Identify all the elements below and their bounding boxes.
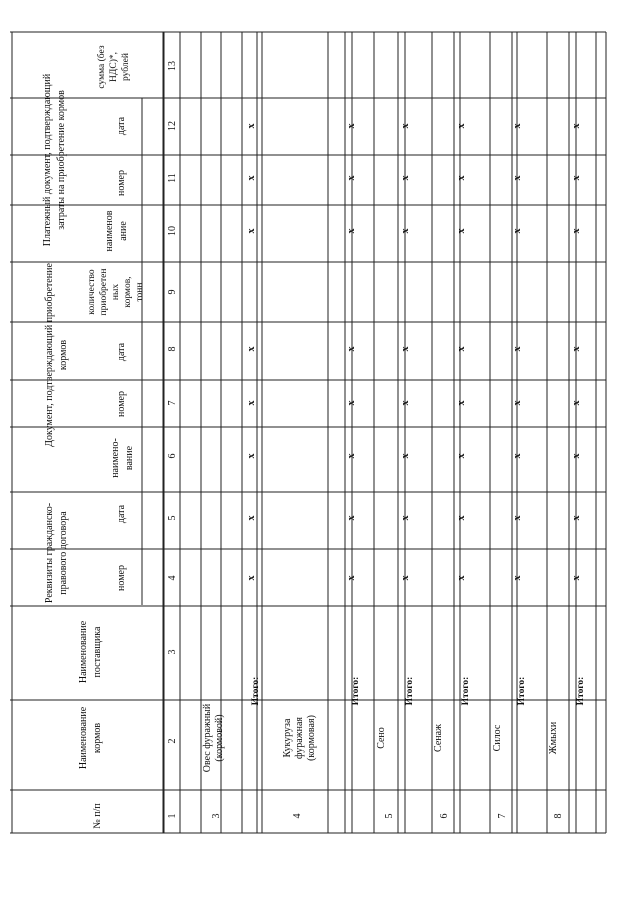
- feed-name-3-1: Овес фуражный: [202, 703, 213, 773]
- header-doc-group-1: Документ, подтверждающий приобретение: [44, 263, 55, 447]
- x-mark: x: [246, 515, 257, 521]
- header-supplier-1: Наименование: [78, 620, 89, 684]
- x-mark: x: [246, 228, 257, 234]
- header-feed-name-1: Наименование: [78, 706, 89, 770]
- x-mark: x: [346, 453, 357, 459]
- header-contract-number: номер: [116, 565, 127, 591]
- header-pay-group-1: Платежный документ, подтверждающий: [42, 73, 53, 247]
- x-mark: x: [400, 400, 411, 406]
- column-number-8: 8: [167, 346, 178, 352]
- x-mark: x: [512, 228, 523, 234]
- x-mark: x: [512, 175, 523, 181]
- header-qty-1: количество: [87, 269, 97, 315]
- header-pay-date: дата: [116, 116, 127, 136]
- feed-name-5-1: Сено: [376, 727, 387, 749]
- feed-name-4-2: фуражная: [294, 717, 305, 759]
- x-mark: x: [571, 228, 582, 234]
- column-number-1: 1: [167, 813, 178, 819]
- x-mark: x: [246, 123, 257, 129]
- x-mark: x: [246, 346, 257, 352]
- x-mark: x: [512, 400, 523, 406]
- feed-name-7-1: Силос: [492, 724, 503, 752]
- header-contract-group-1: Реквизиты гражданско-: [44, 502, 55, 604]
- header-doc-name-1: наимено-: [110, 438, 121, 478]
- column-number-5: 5: [167, 515, 178, 521]
- x-mark: x: [456, 228, 467, 234]
- x-mark: x: [346, 575, 357, 581]
- row-number-4: 4: [292, 813, 303, 819]
- x-mark: x: [346, 515, 357, 521]
- column-number-9: 9: [167, 289, 178, 295]
- x-mark: x: [571, 575, 582, 581]
- x-mark: x: [246, 575, 257, 581]
- header-doc-group-2: кормов: [58, 339, 69, 371]
- feed-name-3-2: (кормовой): [214, 714, 225, 762]
- x-mark: x: [512, 575, 523, 581]
- column-number-11: 11: [167, 173, 178, 183]
- total-label-4: Итого:: [351, 676, 361, 706]
- header-doc-number: номер: [116, 391, 127, 417]
- header-sum-3: рублей: [121, 53, 131, 81]
- header-feed-name-2: кормов: [92, 722, 103, 754]
- x-mark: x: [456, 123, 467, 129]
- x-mark: x: [346, 346, 357, 352]
- x-mark: x: [456, 575, 467, 581]
- x-mark: x: [456, 400, 467, 406]
- x-mark: x: [456, 453, 467, 459]
- header-supplier-2: поставщика: [92, 626, 103, 678]
- column-number-3: 3: [167, 649, 178, 655]
- x-mark: x: [512, 346, 523, 352]
- x-mark: x: [512, 453, 523, 459]
- header-sum-2: НДС)*,: [109, 52, 119, 82]
- x-mark: x: [246, 400, 257, 406]
- header-pay-group-2: затраты на приобретение кормов: [56, 90, 67, 230]
- x-mark: x: [400, 453, 411, 459]
- total-label-8: Итого:: [576, 676, 586, 706]
- x-mark: x: [571, 175, 582, 181]
- header-no: № п/п: [92, 803, 103, 829]
- x-mark: x: [512, 123, 523, 129]
- x-mark: x: [400, 346, 411, 352]
- table-labels: [42, 45, 586, 829]
- x-mark: x: [246, 175, 257, 181]
- header-sum-1: сумма (без: [97, 45, 107, 89]
- total-label-7: Итого:: [517, 676, 527, 706]
- total-label-3: Итого:: [251, 676, 261, 706]
- column-number-13: 13: [167, 61, 178, 71]
- x-mark: x: [400, 175, 411, 181]
- feed-name-6-1: Сенаж: [433, 724, 444, 752]
- column-number-7: 7: [167, 400, 178, 406]
- header-qty-2: приобретен: [99, 268, 109, 316]
- x-mark: x: [571, 453, 582, 459]
- x-mark: x: [400, 515, 411, 521]
- feed-name-4-3: (кормовая): [306, 715, 317, 761]
- x-mark: x: [346, 175, 357, 181]
- x-mark: x: [571, 515, 582, 521]
- x-mark: x: [400, 123, 411, 129]
- header-pay-name-1: наименов: [104, 210, 115, 252]
- header-qty-5: тонн: [135, 282, 145, 302]
- header-qty-4: кормов,: [123, 276, 133, 308]
- x-mark: x: [246, 453, 257, 459]
- header-pay-number: номер: [116, 170, 127, 196]
- header-doc-name-2: вание: [124, 445, 135, 471]
- x-mark: x: [456, 175, 467, 181]
- header-qty-3: ных: [111, 283, 121, 301]
- column-number-6: 6: [167, 453, 178, 459]
- total-label-5: Итого:: [405, 676, 415, 706]
- header-doc-date: дата: [116, 342, 127, 362]
- x-mark: x: [456, 346, 467, 352]
- x-mark: x: [346, 123, 357, 129]
- total-label-6: Итого:: [461, 676, 471, 706]
- column-number-2: 2: [167, 738, 178, 744]
- x-mark: x: [512, 515, 523, 521]
- feed-name-4-1: Кукуруза: [282, 718, 293, 758]
- x-mark: x: [346, 228, 357, 234]
- header-contract-date: дата: [116, 504, 127, 524]
- x-mark: x: [400, 228, 411, 234]
- row-number-6: 6: [439, 813, 450, 819]
- x-mark: x: [571, 400, 582, 406]
- x-mark: x: [346, 400, 357, 406]
- x-mark: x: [571, 123, 582, 129]
- table-grid: [10, 32, 606, 833]
- row-number-3: 3: [211, 813, 222, 819]
- x-mark: x: [400, 575, 411, 581]
- column-number-4: 4: [167, 575, 178, 581]
- row-number-8: 8: [553, 813, 564, 819]
- column-number-10: 10: [167, 226, 178, 236]
- row-number-5: 5: [384, 813, 395, 819]
- x-mark: x: [571, 346, 582, 352]
- x-mark: x: [456, 515, 467, 521]
- header-contract-group-2: правового договора: [58, 511, 69, 595]
- column-number-12: 12: [167, 121, 178, 131]
- header-pay-name-2: ание: [118, 221, 129, 241]
- row-number-7: 7: [497, 813, 508, 819]
- feed-name-8-1: Жмыхи: [548, 721, 559, 755]
